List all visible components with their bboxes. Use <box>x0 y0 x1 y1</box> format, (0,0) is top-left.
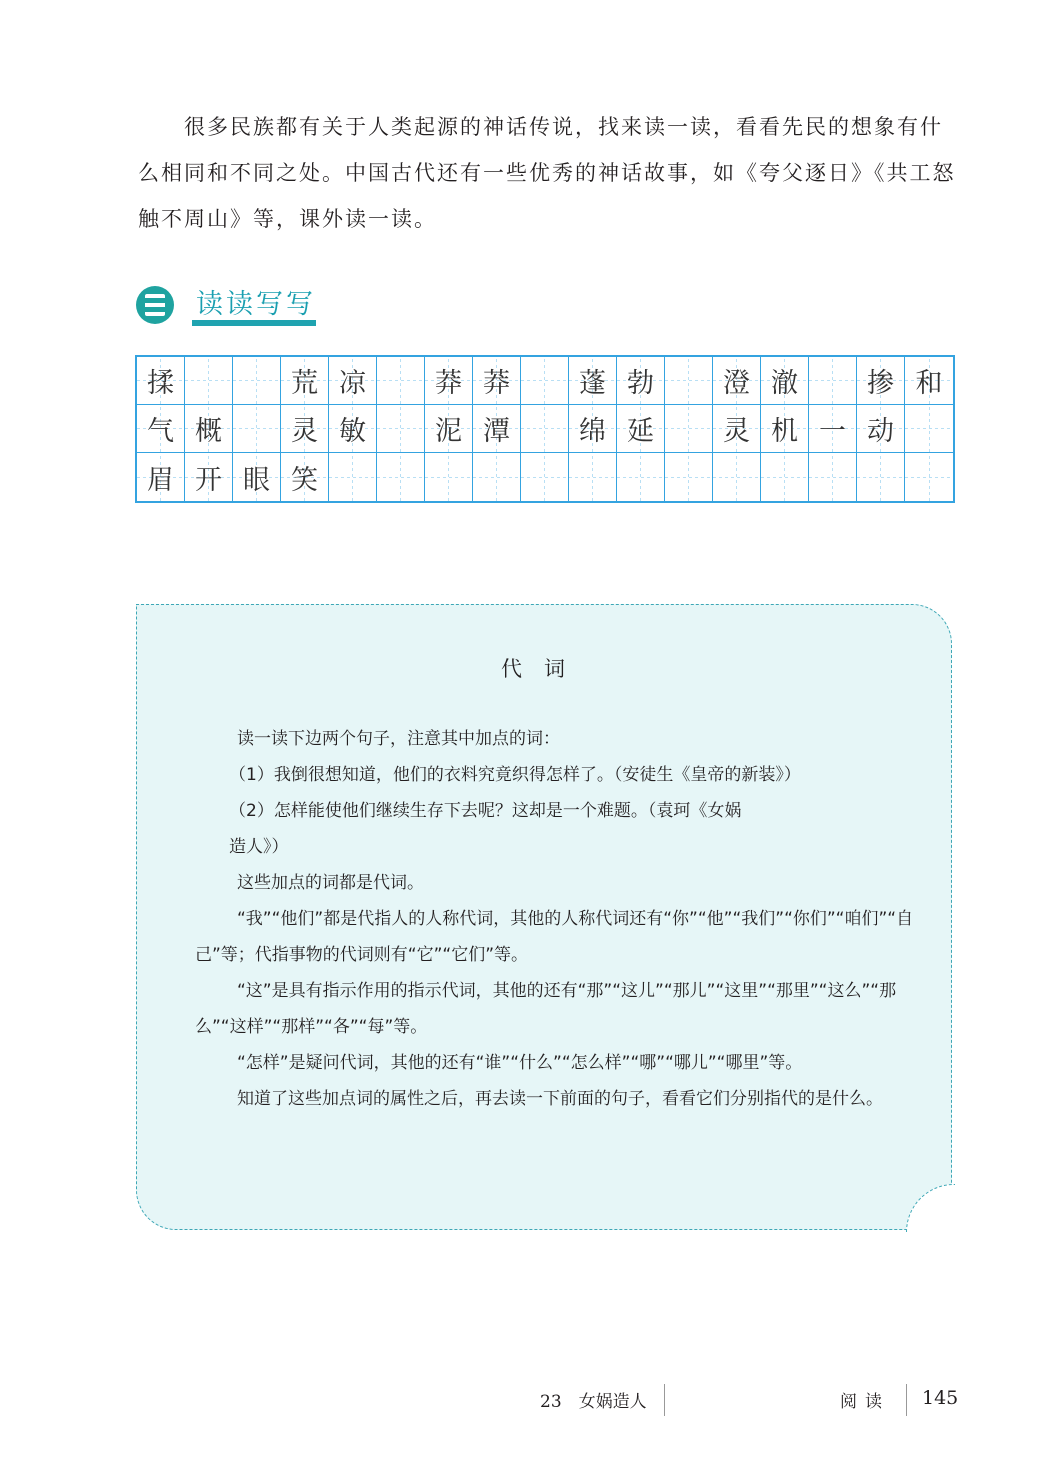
tip-box-title: 代词 <box>501 657 587 681</box>
section-underline <box>192 320 316 326</box>
grid-cell <box>521 357 569 405</box>
grid-cell <box>377 357 425 405</box>
grid-cell <box>713 453 761 501</box>
grid-cell: 潭 <box>473 405 521 453</box>
grid-cell: 掺 <box>857 357 905 405</box>
tip-paragraph-5: 知道了这些加点词的属性之后，再去读一下前面的句子，看看它们分别指代的是什么。 <box>237 1089 883 1109</box>
grid-cell: 笑 <box>281 453 329 501</box>
grid-cell: 一 <box>809 405 857 453</box>
grid-cell: 机 <box>761 405 809 453</box>
grid-cell <box>617 453 665 501</box>
grid-cell: 荒 <box>281 357 329 405</box>
grid-cell: 动 <box>857 405 905 453</box>
tip-paragraph-1: 这些加点的词都是代词。 <box>237 873 424 893</box>
tip-paragraph-4: “怎样”是疑问代词，其他的还有“谁”“什么”“怎么样”“哪”“哪儿”“哪里”等。 <box>237 1053 803 1073</box>
grid-cell <box>761 453 809 501</box>
footer-section: 阅读 <box>840 1392 890 1412</box>
grid-cell: 延 <box>617 405 665 453</box>
grid-cell: 概 <box>185 405 233 453</box>
grid-cell <box>665 453 713 501</box>
example-sentence-2: （2）怎样能使他们继续生存下去呢？这却是一个难题。（袁珂《女娲 <box>229 801 742 821</box>
list-lines-icon <box>136 286 174 324</box>
grid-cell: 灵 <box>281 405 329 453</box>
grid-cell: 泥 <box>425 405 473 453</box>
grid-cell: 澈 <box>761 357 809 405</box>
grid-cell <box>665 357 713 405</box>
grid-cell <box>521 453 569 501</box>
grid-cell <box>905 405 953 453</box>
grid-cell <box>377 405 425 453</box>
grid-cell <box>329 453 377 501</box>
grid-cell: 眼 <box>233 453 281 501</box>
tip-paragraph-2: “我”“他们”都是代指人的人称代词，其他的人称代词还有“你”“他”“我们”“你们”“咱们”“自己”等；代指事物的代词则有“它”“它们”等。 <box>195 909 914 965</box>
tip-box <box>136 604 952 1230</box>
section-header <box>136 282 336 330</box>
grid-cell <box>473 453 521 501</box>
writing-grid <box>135 355 955 503</box>
tip-paragraph-3: “这”是具有指示作用的指示代词，其他的还有“那”“这儿”“那儿”“这里”“那里”“这么”“那么”“这样”“那样”“各”“每”等。 <box>195 981 897 1037</box>
grid-cell <box>857 453 905 501</box>
grid-cell <box>809 453 857 501</box>
grid-cell: 绵 <box>569 405 617 453</box>
grid-cell: 和 <box>905 357 953 405</box>
example-sentence-2-cont: 造人》） <box>229 837 289 857</box>
grid-cell: 眉 <box>137 453 185 501</box>
grid-cell: 蓬 <box>569 357 617 405</box>
grid-cell <box>233 357 281 405</box>
grid-cell <box>377 453 425 501</box>
grid-cell: 开 <box>185 453 233 501</box>
footer-chapter: 23 女娲造人 <box>540 1392 647 1412</box>
grid-cell <box>665 405 713 453</box>
grid-cell <box>521 405 569 453</box>
section-title: 读读写写 <box>196 289 316 320</box>
grid-cell: 揉 <box>137 357 185 405</box>
grid-cell <box>233 405 281 453</box>
grid-cell: 敏 <box>329 405 377 453</box>
example-sentence-1: （1）我倒很想知道，他们的衣料究竟织得怎样了。（安徒生《皇帝的新装》） <box>229 765 801 785</box>
intro-text <box>138 104 958 242</box>
grid-cell: 莽 <box>473 357 521 405</box>
grid-cell: 凉 <box>329 357 377 405</box>
footer-divider <box>664 1384 665 1416</box>
footer-divider <box>906 1384 907 1416</box>
grid-cell: 气 <box>137 405 185 453</box>
box-corner-notch <box>906 1184 955 1233</box>
grid-cell <box>569 453 617 501</box>
grid-cell: 莽 <box>425 357 473 405</box>
page-number: 145 <box>922 1387 959 1409</box>
grid-cell: 灵 <box>713 405 761 453</box>
tip-box-body <box>195 721 929 1117</box>
grid-cell <box>905 453 953 501</box>
tip-intro: 读一读下边两个句子，注意其中加点的词： <box>237 729 560 749</box>
intro-paragraph: 很多民族都有关于人类起源的神话传说，找来读一读，看看先民的想象有什么相同和不同之处。中国古代还有一些优秀的神话故事，如《夸父逐日》《共工怒触不周山》等，课外读一读。 <box>138 115 956 231</box>
grid-cell: 勃 <box>617 357 665 405</box>
grid-cell <box>809 357 857 405</box>
grid-cell: 澄 <box>713 357 761 405</box>
grid-cell <box>425 453 473 501</box>
grid-cell <box>185 357 233 405</box>
